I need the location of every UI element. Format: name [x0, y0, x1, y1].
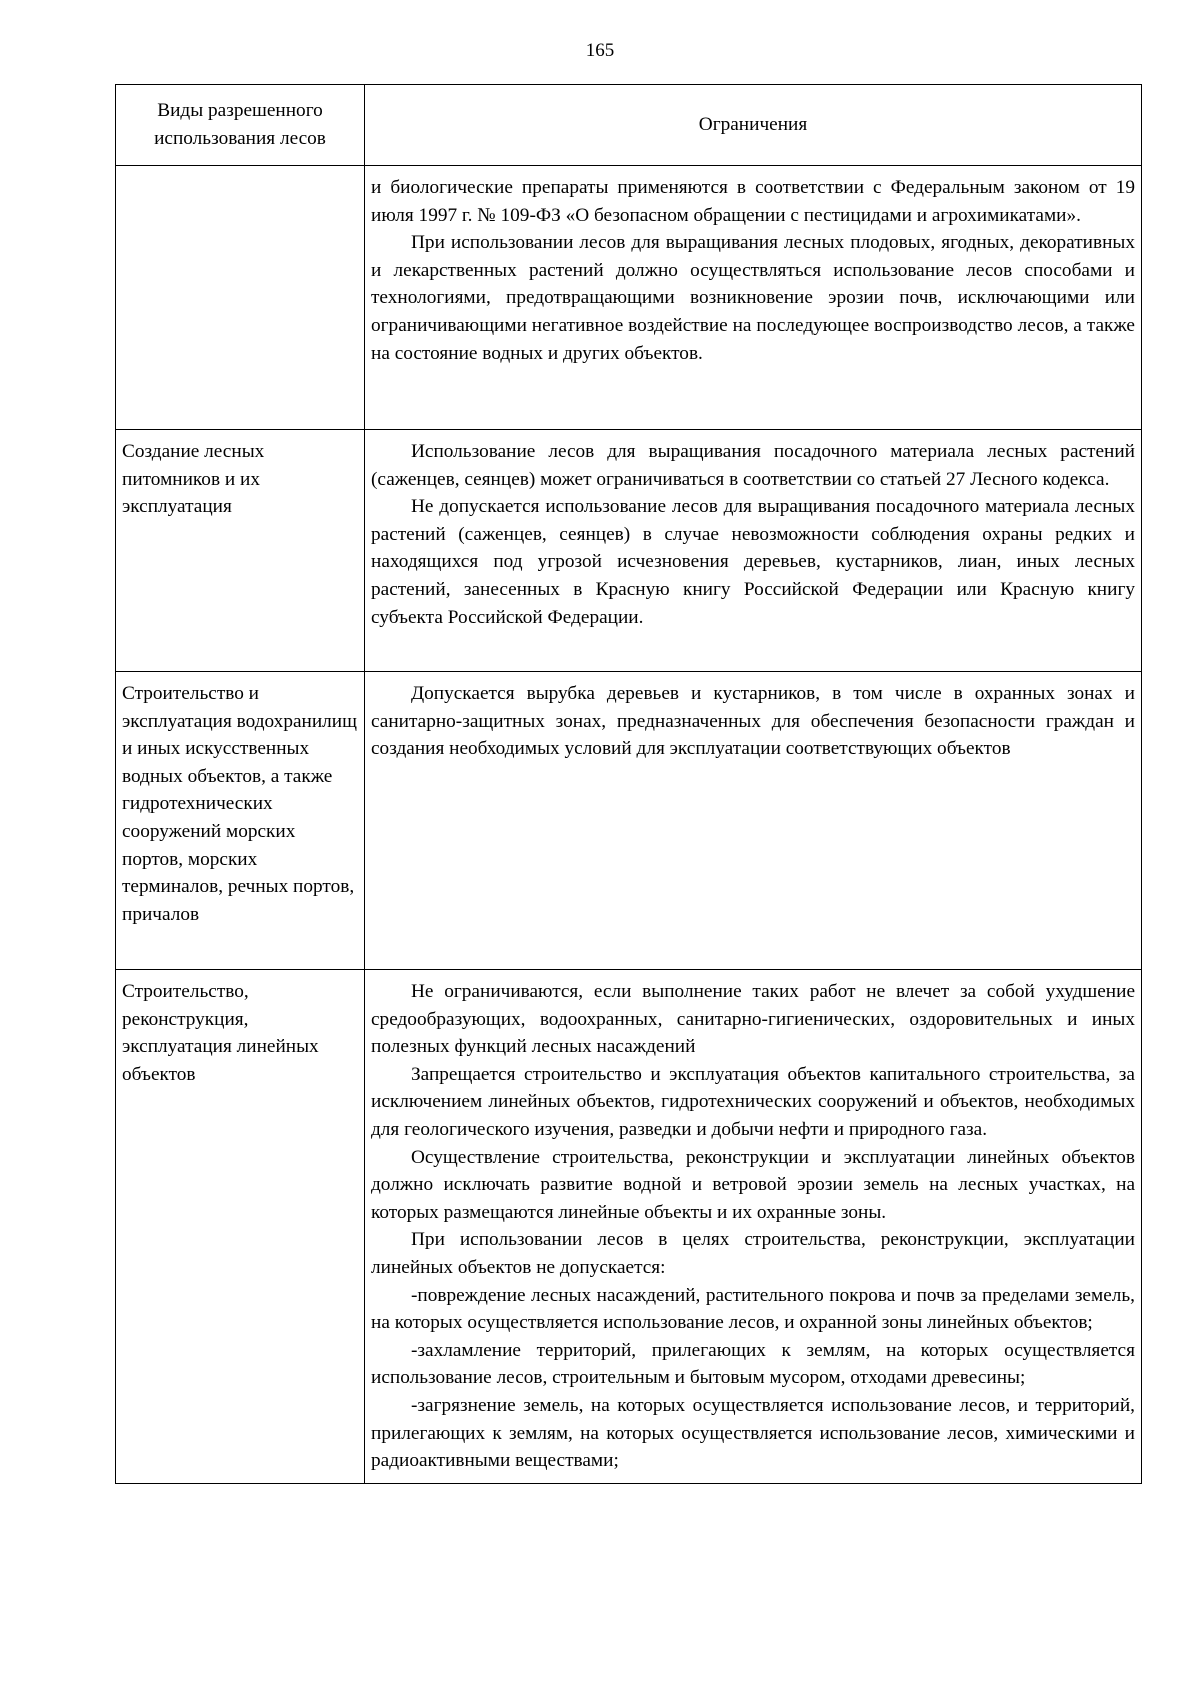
restriction-paragraph: -загрязнение земель, на которых осуществляется использование лесов, и территорий, прилегающих к землям, на которых осуществляется использование лесов, химическими и радиоактивными веществами;	[371, 1394, 1135, 1472]
table-row	[116, 430, 1142, 672]
restrictions-cell	[365, 430, 1142, 672]
use-type-cell: Строительство и эксплуатация водохранилищ и иных искусственных водных объектов, а также гидротехнических сооружений морских портов, морских терминалов, речных портов, причалов	[116, 672, 365, 970]
restrictions-table	[115, 84, 1142, 1484]
table-row	[116, 672, 1142, 970]
restriction-paragraph: Не ограничиваются, если выполнение таких работ не влечет за собой ухудшение средообразующих, водоохранных, санитарно-гигиенических, оздоровительных и иных полезных функций лесных насаждений	[371, 981, 1135, 1058]
restriction-paragraph: При использовании лесов для выращивания лесных плодовых, ягодных, декоративных и лекарственных растений должно осуществляться использование лесов способами и технологиями, предотвращающими возникновение эрозии почв, исключающими или ограничивающими негативное воздействие на последующее воспроизводство лесов, а также на состояние водных и других объектов.	[371, 232, 1135, 364]
use-type-cell: Строительство, реконструкция, эксплуатация линейных объектов	[116, 970, 365, 1484]
restriction-paragraph: Допускается вырубка деревьев и кустарников, в том числе в охранных зонах и санитарно-защитных зонах, предназначенных для обеспечения безопасности граждан и создания необходимых условий для эксплуатации соответствующих объектов	[371, 683, 1135, 760]
table-row	[116, 166, 1142, 430]
restriction-paragraph: Запрещается строительство и эксплуатация объектов капитального строительства, за исключением линейных объектов, гидротехнических сооружений и объектов, необходимых для геологического изучения, разведки и добычи нефти и природного газа.	[371, 1063, 1135, 1140]
table-row	[116, 970, 1142, 1484]
restriction-paragraph: -повреждение лесных насаждений, растительного покрова и почв за пределами земель, на которых осуществляется использование лесов, и охранной зоны линейных объектов;	[371, 1284, 1135, 1334]
restrictions-cell	[365, 166, 1142, 430]
restriction-paragraph: и биологические препараты применяются в соответствии с Федеральным законом от 19 июля 1997 г. № 109-ФЗ «О безопасном обращении с пестицидами и агрохимикатами».	[371, 177, 1135, 226]
use-type-cell: Создание лесных питомников и их эксплуатация	[116, 430, 365, 672]
restriction-paragraph: Не допускается использование лесов для выращивания посадочного материала лесных растений (саженцев, сеянцев) в случае невозможности соблюдения охраны редких и находящихся под угрозой исчезновения деревьев, кустарников, лиан, иных лесных растений, занесенных в Красную книгу Российской Федерации или Красную книгу субъекта Российской Федерации.	[371, 496, 1135, 628]
table-header-row	[116, 85, 1142, 166]
restriction-paragraph: Осуществление строительства, реконструкции и эксплуатации линейных объектов должно исключать развитие водной и ветровой эрозии земель на лесных участках, на которых размещаются линейные объекты и их охранные зоны.	[371, 1146, 1135, 1223]
header-use-type: Виды разрешенного использования лесов	[116, 85, 365, 166]
restrictions-cell	[365, 970, 1142, 1484]
restriction-paragraph: При использовании лесов в целях строительства, реконструкции, эксплуатации линейных объектов не допускается:	[371, 1229, 1135, 1278]
header-restrictions: Ограничения	[365, 85, 1142, 166]
page-number: 165	[585, 40, 615, 61]
restriction-paragraph: -захламление территорий, прилегающих к землям, на которых осуществляется использование лесов, строительным и бытовым мусором, отходами древесины;	[371, 1339, 1135, 1389]
restriction-paragraph: Использование лесов для выращивания посадочного материала лесных растений (саженцев, сеянцев) может ограничиваться в соответствии со статьей 27 Лесного кодекса.	[371, 441, 1135, 490]
use-type-cell	[116, 166, 365, 430]
restrictions-cell	[365, 672, 1142, 970]
